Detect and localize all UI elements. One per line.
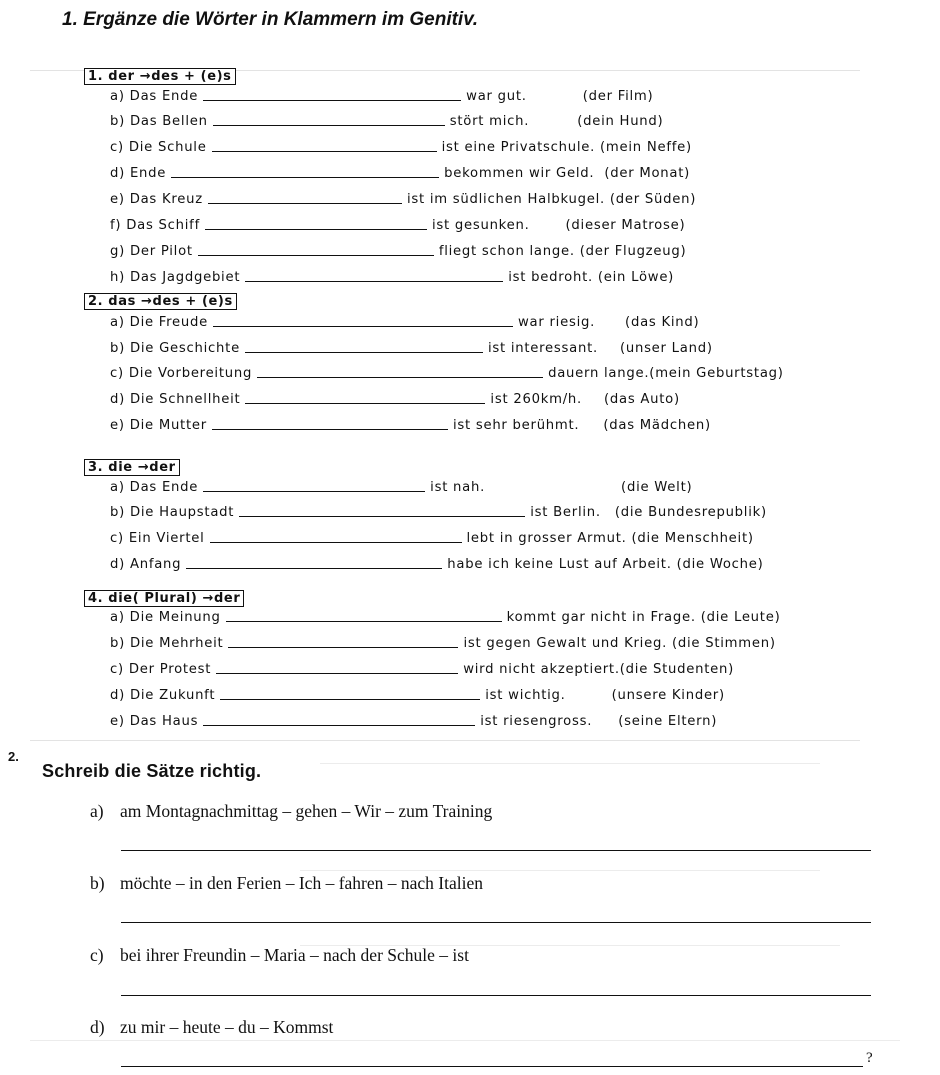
section1-heading: 1. der →des + (e)s [84, 68, 236, 85]
answer-blank[interactable] [245, 403, 485, 404]
task-words: zu mir – heute – du – Kommst [120, 1017, 334, 1037]
section4-heading: 4. die( Plural) →der [84, 590, 244, 607]
exercise-row [110, 633, 776, 651]
answer-blank[interactable] [203, 725, 475, 726]
row-hint: (die Welt) [621, 480, 693, 495]
exercise-row [110, 415, 711, 433]
row-label: g) Der Pilot [110, 244, 193, 259]
answer-blank[interactable] [203, 100, 461, 101]
answer-line[interactable] [121, 850, 871, 851]
row-label: b) Die Mehrheit [110, 636, 224, 651]
row-label: c) Ein Viertel [110, 531, 205, 546]
exercise-row [110, 111, 663, 129]
exercise-row [110, 189, 696, 207]
answer-line[interactable] [121, 995, 871, 996]
exercise-row [110, 685, 725, 703]
exercise-row [110, 163, 690, 181]
sentence-task [90, 1017, 333, 1038]
row-label: c) Die Vorbereitung [110, 366, 253, 381]
answer-blank[interactable] [257, 377, 543, 378]
row-continuation: ist riesengross. [480, 714, 593, 729]
exercise-row [110, 528, 754, 546]
sentence-task [90, 801, 492, 822]
task-words: bei ihrer Freundin – Maria – nach der Schule – ist [120, 945, 469, 965]
answer-blank[interactable] [245, 352, 483, 353]
answer-blank[interactable] [245, 281, 503, 282]
row-hint: (das Auto) [603, 392, 680, 407]
row-hint: (seine Eltern) [618, 714, 718, 729]
row-continuation: ist eine Privatschule. (mein Neffe) [441, 140, 692, 155]
answer-blank[interactable] [213, 125, 445, 126]
row-label: a) Die Meinung [110, 610, 221, 625]
exercise2-number: 2. [8, 749, 19, 764]
row-continuation: ist Berlin. [530, 505, 601, 520]
answer-blank[interactable] [210, 542, 462, 543]
row-label: b) Die Geschichte [110, 341, 240, 356]
answer-blank[interactable] [208, 203, 402, 204]
exercise-row [110, 477, 692, 495]
row-label: e) Die Mutter [110, 418, 207, 433]
question-mark: ? [866, 1050, 873, 1066]
row-label: d) Die Zukunft [110, 688, 216, 703]
exercise2-title: Schreib die Sätze richtig. [42, 761, 262, 781]
row-continuation: ist bedroht. (ein Löwe) [508, 270, 675, 285]
task-letter: d) [90, 1017, 105, 1037]
row-label: c) Der Protest [110, 662, 212, 677]
task-letter: c) [90, 945, 104, 965]
exercise-row [110, 659, 734, 677]
task-letter: a) [90, 801, 104, 821]
answer-line[interactable] [121, 1066, 863, 1067]
row-hint: (das Mädchen) [603, 418, 711, 433]
row-label: f) Das Schiff [110, 218, 200, 233]
row-continuation: lebt in grosser Armut. (die Menschheit) [466, 531, 754, 546]
row-hint: (das Kind) [625, 315, 700, 330]
task-words: möchte – in den Ferien – Ich – fahren – nach Italien [120, 873, 483, 893]
row-continuation: stört mich. [449, 114, 530, 129]
exercise-row [110, 215, 685, 233]
row-continuation: fliegt schon lange. (der Flugzeug) [438, 244, 687, 259]
answer-blank[interactable] [216, 673, 458, 674]
row-continuation: ist gegen Gewalt und Krieg. (die Stimmen) [463, 636, 776, 651]
row-continuation: ist interessant. [487, 341, 598, 356]
row-hint: (dein Hund) [577, 114, 664, 129]
answer-blank[interactable] [213, 326, 513, 327]
row-hint: (der Monat) [604, 166, 691, 181]
row-hint: (unser Land) [619, 341, 713, 356]
row-label: b) Die Haupstadt [110, 505, 235, 520]
row-label: e) Das Haus [110, 714, 199, 729]
row-continuation: war gut. [466, 89, 527, 104]
answer-blank[interactable] [171, 177, 439, 178]
exercise-row [110, 267, 674, 285]
row-hint: (unsere Kinder) [611, 688, 725, 703]
answer-blank[interactable] [212, 151, 437, 152]
row-hint: (der Film) [582, 89, 654, 104]
row-label: c) Die Schule [110, 140, 207, 155]
row-label: a) Das Ende [110, 480, 199, 495]
row-hint: (dieser Matrose) [565, 218, 686, 233]
row-continuation: bekommen wir Geld. [444, 166, 595, 181]
answer-blank[interactable] [203, 491, 425, 492]
answer-blank[interactable] [186, 568, 442, 569]
row-continuation: ist im südlichen Halbkugel. (der Süden) [406, 192, 697, 207]
row-label: d) Anfang [110, 557, 182, 572]
answer-blank[interactable] [226, 621, 502, 622]
answer-line[interactable] [121, 922, 871, 923]
row-label: a) Das Ende [110, 89, 199, 104]
row-continuation: habe ich keine Lust auf Arbeit. (die Woche) [447, 557, 764, 572]
row-continuation: ist sehr berühmt. [452, 418, 580, 433]
exercise-row [110, 312, 699, 330]
exercise1-title: 1. Ergänze die Wörter in Klammern im Genitiv. [62, 9, 478, 30]
exercise-row [110, 86, 653, 104]
answer-blank[interactable] [239, 516, 525, 517]
row-continuation: wird nicht akzeptiert.(die Studenten) [463, 662, 735, 677]
exercise-row [110, 363, 784, 381]
row-continuation: ist 260km/h. [490, 392, 582, 407]
answer-blank[interactable] [228, 647, 458, 648]
section3-heading: 3. die →der [84, 459, 180, 476]
answer-blank[interactable] [220, 699, 480, 700]
row-label: h) Das Jagdgebiet [110, 270, 241, 285]
sentence-task [90, 945, 469, 966]
task-letter: b) [90, 873, 105, 893]
row-label: a) Die Freude [110, 315, 209, 330]
exercise-row [110, 502, 767, 520]
row-continuation: dauern lange.(mein Geburtstag) [548, 366, 784, 381]
row-continuation: ist nah. [430, 480, 486, 495]
row-continuation: kommt gar nicht in Frage. (die Leute) [506, 610, 781, 625]
answer-blank[interactable] [212, 429, 448, 430]
row-continuation: ist wichtig. [485, 688, 566, 703]
exercise-row [110, 137, 692, 155]
exercise-row [110, 338, 713, 356]
exercise-row [110, 554, 764, 572]
answer-blank[interactable] [205, 229, 427, 230]
row-hint: (die Bundesrepublik) [614, 505, 767, 520]
row-continuation: ist gesunken. [431, 218, 530, 233]
exercise-row [110, 711, 717, 729]
exercise-row [110, 241, 686, 259]
section2-heading: 2. das →des + (e)s [84, 293, 237, 310]
exercise-row [110, 607, 780, 625]
row-label: e) Das Kreuz [110, 192, 203, 207]
answer-blank[interactable] [198, 255, 434, 256]
row-label: b) Das Bellen [110, 114, 208, 129]
row-continuation: war riesig. [518, 315, 596, 330]
sentence-task [90, 873, 483, 894]
task-words: am Montagnachmittag – gehen – Wir – zum Training [120, 801, 493, 821]
row-label: d) Die Schnellheit [110, 392, 241, 407]
row-label: d) Ende [110, 166, 167, 181]
exercise-row [110, 389, 680, 407]
